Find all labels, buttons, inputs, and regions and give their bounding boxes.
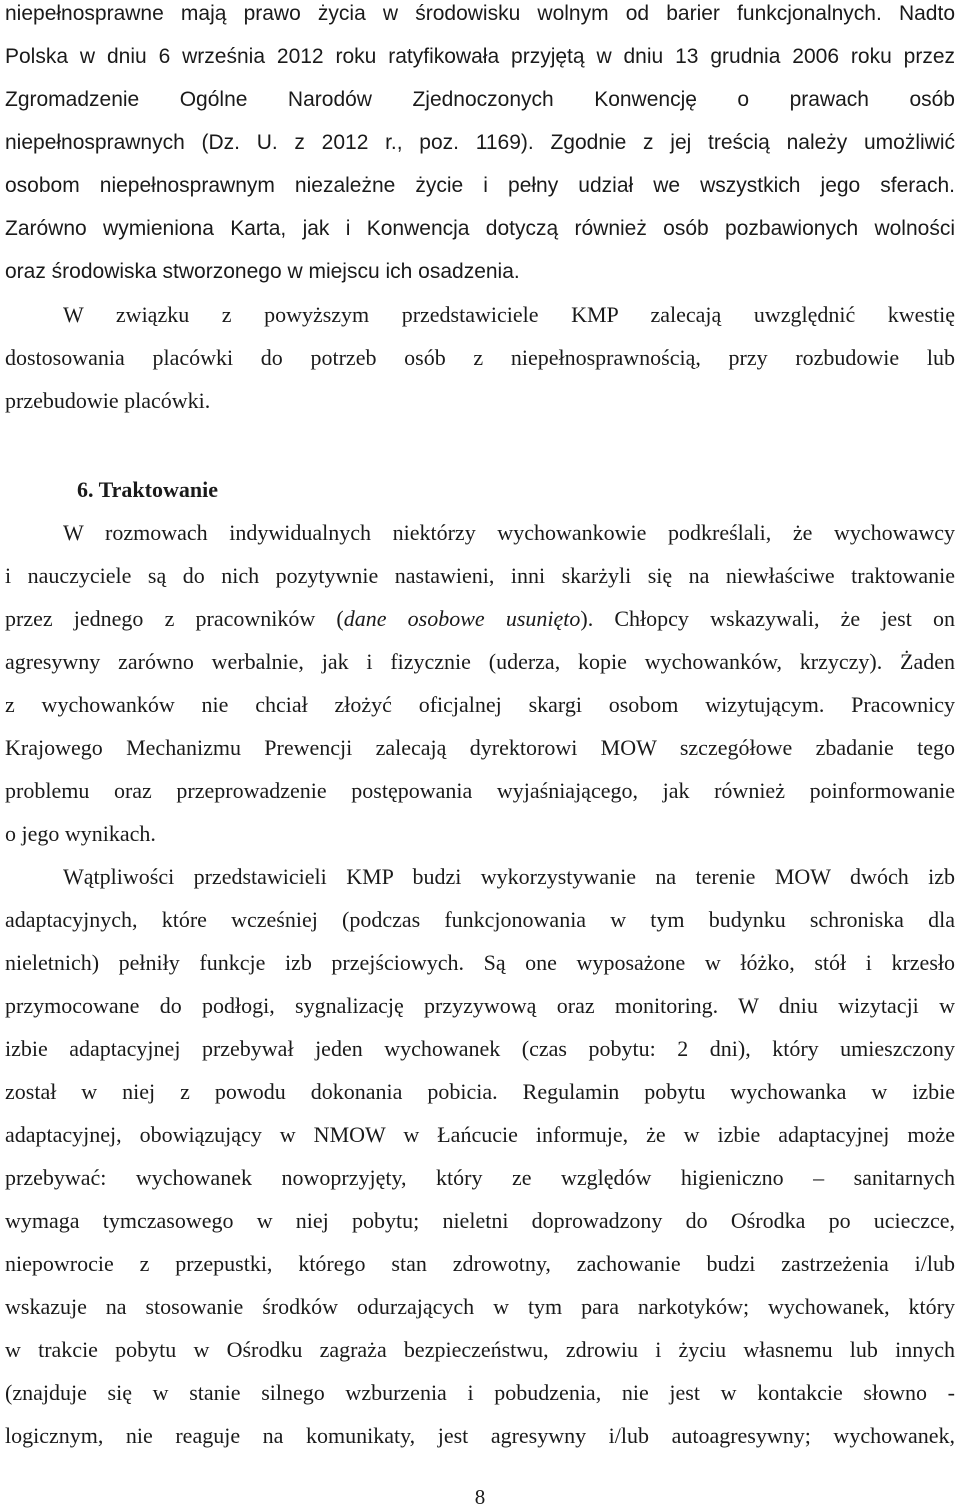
- text-segment: przez jednego z pracowników (: [5, 606, 344, 631]
- text-line: (znajduje się w stanie silnego wzburzenia i pobudzenia, nie jest w kontakcie słowno -: [5, 1380, 955, 1405]
- text-segment: Pracownicy: [851, 692, 956, 717]
- text-line: [5, 605, 955, 633]
- text-line: adaptacyjnych, które wcześniej (podczas funkcjonowania w tym budynku schroniska dla: [5, 907, 955, 932]
- text-line: Zarówno wymieniona Karta, jak i Konwencja dotyczą również osób pozbawionych wolności: [5, 217, 955, 240]
- text-segment: Chłopcy wskazywali, że jest on: [614, 606, 955, 631]
- paragraph-first-line: W rozmowach indywidualnych niektórzy wychowankowie podkreślali, że wychowawcy: [63, 520, 955, 545]
- text-line: nieletnich) pełniły funkcje izb przejściowych. Są one wyposażone w łóżko, stół i krzesło: [5, 950, 955, 975]
- text-line: przymocowane do podłogi, sygnalizację przyzywową oraz monitoring. W dniu wizytacji w: [5, 993, 955, 1018]
- text-line: niepowrocie z przepustki, którego stan zdrowotny, zachowanie budzi zastrzeżenia i/lub: [5, 1251, 955, 1276]
- page-number: 8: [474, 1485, 486, 1509]
- text-line: Zgromadzenie Ogólne Narodów Zjednoczonych Konwencję o prawach osób: [5, 88, 955, 111]
- text-line: przebudowie placówki.: [5, 388, 211, 413]
- text-segment: ).: [580, 606, 594, 631]
- italic-text: dane osobowe usunięto: [343, 606, 581, 631]
- text-line: został w niej z powodu dokonania pobicia. Regulamin pobytu wychowanka w izbie: [5, 1079, 955, 1104]
- text-line: problemu oraz przeprowadzenie postępowania wyjaśniającego, jak również poinformowanie: [5, 778, 955, 803]
- text-line: logicznym, nie reaguje na komunikaty, jest agresywny i/lub autoagresywny; wychowanek,: [5, 1423, 955, 1448]
- text-line: osobom niepełnosprawnym niezależne życie i pełny udział we wszystkich jego sferach.: [5, 174, 955, 197]
- text-segment: niepełnosprawnych (Dz. U. z 2012 r., poz. 1169).: [5, 131, 534, 154]
- text-line: o jego wynikach.: [5, 821, 156, 846]
- text-line: wymaga tymczasowego w niej pobytu; nieletni doprowadzony do Ośrodka po ucieczce,: [5, 1208, 955, 1233]
- text-line: [5, 129, 955, 157]
- text-line: oraz środowiska stworzonego w miejscu ich osadzenia.: [5, 260, 520, 283]
- text-line: przebywać: wychowanek nowoprzyjęty, który ze względów higieniczno – sanitarnych: [5, 1165, 955, 1190]
- text-line: Krajowego Mechanizmu Prewencji zalecają dyrektorowi MOW szczegółowe zbadanie tego: [5, 735, 955, 760]
- text-line: Polska w dniu 6 września 2012 roku ratyfikowała przyjętą w dniu 13 grudnia 2006 roku przez: [5, 45, 955, 68]
- text-line: i nauczyciele są do nich pozytywnie nastawieni, inni skarżyli się na niewłaściwe traktowanie: [5, 563, 955, 588]
- text-line: w trakcie pobytu w Ośrodku zagraża bezpieczeństwu, zdrowiu i życiu własnemu lub innych: [5, 1337, 955, 1362]
- text-segment: Zgodnie z jej treścią należy umożliwić: [550, 131, 956, 154]
- text-line: agresywny zarówno werbalnie, jak i fizycznie (uderza, kopie wychowanków, krzyczy). Żaden: [5, 649, 955, 674]
- text-line: dostosowania placówki do potrzeb osób z niepełnosprawnością, przy rozbudowie lub: [5, 345, 955, 370]
- section-heading: 6. Traktowanie: [77, 477, 218, 502]
- text-line: [5, 691, 955, 719]
- text-line: adaptacyjnej, obowiązujący w NMOW w Łańcucie informuje, że w izbie adaptacyjnej może: [5, 1122, 955, 1147]
- paragraph-first-line: Wątpliwości przedstawicieli KMP budzi wykorzystywanie na terenie MOW dwóch izb: [63, 864, 955, 889]
- text-line: niepełnosprawne mają prawo życia w środowisku wolnym od barier funkcjonalnych. Nadto: [5, 2, 955, 25]
- text-line: wskazuje na stosowanie środków odurzających w tym para narkotyków; wychowanek, który: [5, 1294, 955, 1319]
- text-line: izbie adaptacyjnej przebywał jeden wychowanek (czas pobytu: 2 dni), który umieszczony: [5, 1036, 955, 1061]
- paragraph-first-line: W związku z powyższym przedstawiciele KMP zalecają uwzględnić kwestię: [63, 302, 955, 327]
- text-segment: z wychowanków nie chciał złożyć oficjalnej skargi osobom wizytującym.: [5, 692, 825, 717]
